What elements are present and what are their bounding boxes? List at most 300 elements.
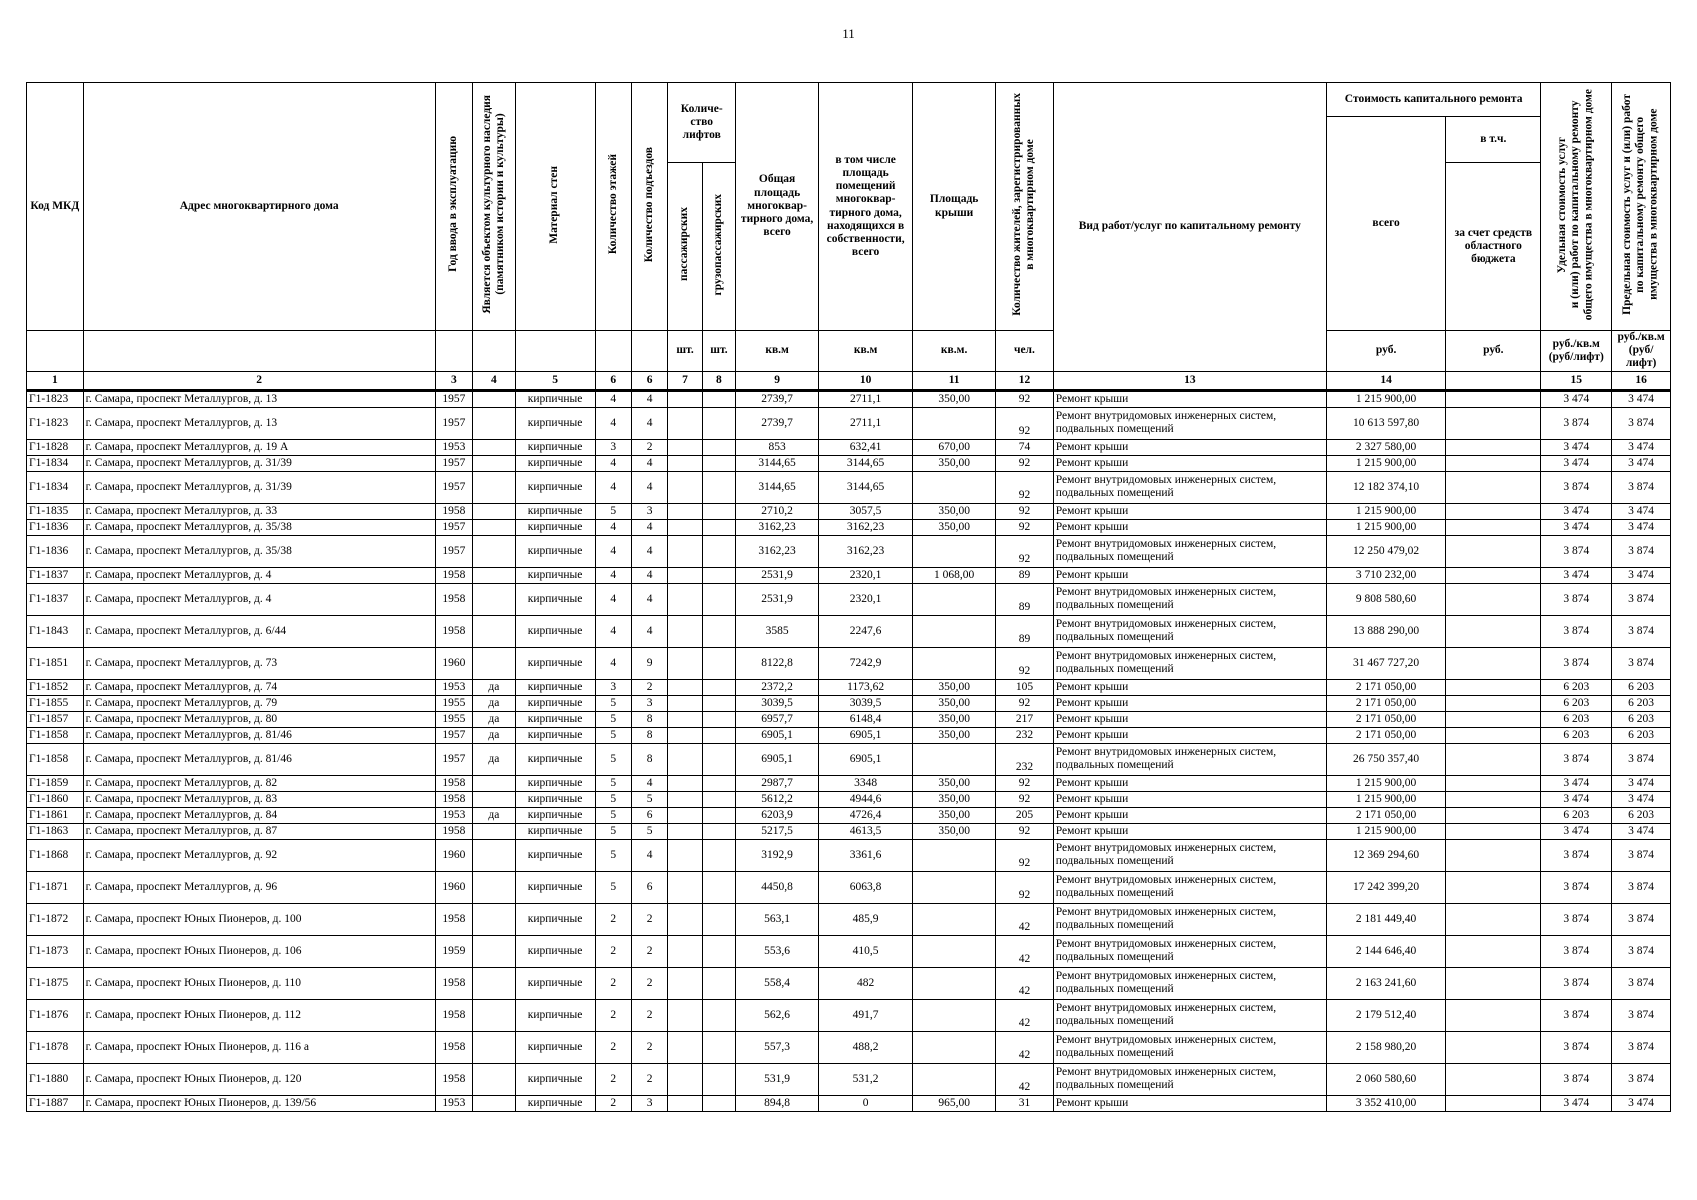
table-row — [27, 839, 1671, 871]
cell-lifts-passenger — [668, 647, 702, 679]
cell-address: г. Самара, проспект Юных Пионеров, д. 100 — [83, 903, 435, 935]
cell-total-area: 2739,7 — [736, 407, 819, 439]
cell-wall-material: кирпичные — [515, 390, 595, 407]
cell-max-cost: 3 874 — [1612, 903, 1671, 935]
cell-wall-material: кирпичные — [515, 935, 595, 967]
cell-lifts-cargo — [702, 615, 735, 647]
cell-cost-total: 1 215 900,00 — [1326, 775, 1445, 791]
cell-entrances: 2 — [631, 999, 667, 1031]
cell-max-cost: 3 874 — [1612, 583, 1671, 615]
cell-floors: 4 — [595, 390, 631, 407]
cell-roof-area — [913, 647, 996, 679]
cell-entrances: 2 — [631, 1063, 667, 1095]
cell-entrances: 4 — [631, 535, 667, 567]
cell-heritage — [473, 1095, 515, 1111]
unit-cost-regional: руб. — [1446, 331, 1541, 372]
cell-work-type: Ремонт крыши — [1053, 679, 1326, 695]
cell-residents: 42 — [996, 935, 1054, 967]
cell-lifts-cargo — [702, 775, 735, 791]
cell-unit-cost: 6 203 — [1541, 727, 1612, 743]
cell-cost-total: 2 327 580,00 — [1326, 439, 1445, 455]
cell-owned-area: 3162,23 — [819, 535, 913, 567]
cell-unit-cost: 3 874 — [1541, 967, 1612, 999]
cell-cost-regional — [1446, 695, 1541, 711]
cell-cost-total: 2 163 241,60 — [1326, 967, 1445, 999]
cell-cost-regional — [1446, 519, 1541, 535]
cell-address: г. Самара, проспект Металлургов, д. 92 — [83, 839, 435, 871]
cell-roof-area: 350,00 — [913, 455, 996, 471]
page-number: 11 — [842, 26, 855, 41]
unit-entrances — [631, 331, 667, 372]
column-number: 4 — [473, 371, 515, 390]
cell-roof-area: 350,00 — [913, 679, 996, 695]
cell-lifts-passenger — [668, 695, 702, 711]
cell-lifts-cargo — [702, 567, 735, 583]
cell-lifts-cargo — [702, 535, 735, 567]
cell-work-type: Ремонт внутридомовых инженерных систем, подвальных помещений — [1053, 615, 1326, 647]
cell-floors: 4 — [595, 647, 631, 679]
cell-residents: 92 — [996, 519, 1054, 535]
cell-work-type: Ремонт крыши — [1053, 455, 1326, 471]
cell-address: г. Самара, проспект Металлургов, д. 81/46 — [83, 743, 435, 775]
cell-residents: 42 — [996, 1031, 1054, 1063]
cell-owned-area: 410,5 — [819, 935, 913, 967]
cell-lifts-cargo — [702, 519, 735, 535]
cell-cost-regional — [1446, 839, 1541, 871]
cell-total-area: 563,1 — [736, 903, 819, 935]
table-row — [27, 1063, 1671, 1095]
cell-total-area: 853 — [736, 439, 819, 455]
cell-work-type: Ремонт внутридомовых инженерных систем, подвальных помещений — [1053, 471, 1326, 503]
cell-unit-cost: 6 203 — [1541, 679, 1612, 695]
cell-entrances: 8 — [631, 743, 667, 775]
cell-work-type: Ремонт внутридомовых инженерных систем, подвальных помещений — [1053, 903, 1326, 935]
cell-unit-cost: 3 474 — [1541, 567, 1612, 583]
cell-wall-material: кирпичные — [515, 999, 595, 1031]
cell-code: Г1-1837 — [27, 583, 84, 615]
cell-total-area: 557,3 — [736, 1031, 819, 1063]
unit-wall — [515, 331, 595, 372]
cell-cost-total: 1 215 900,00 — [1326, 503, 1445, 519]
cell-cost-total: 2 171 050,00 — [1326, 679, 1445, 695]
cell-wall-material: кирпичные — [515, 471, 595, 503]
cell-cost-regional — [1446, 647, 1541, 679]
cell-heritage — [473, 455, 515, 471]
cell-heritage — [473, 839, 515, 871]
cell-address: г. Самара, проспект Металлургов, д. 35/38 — [83, 535, 435, 567]
cell-residents: 232 — [996, 727, 1054, 743]
cell-total-area: 5612,2 — [736, 791, 819, 807]
cell-unit-cost: 3 474 — [1541, 823, 1612, 839]
table-row — [27, 535, 1671, 567]
cell-total-area: 6203,9 — [736, 807, 819, 823]
cell-wall-material: кирпичные — [515, 583, 595, 615]
cell-code: Г1-1852 — [27, 679, 84, 695]
cell-address: г. Самара, проспект Металлургов, д. 79 — [83, 695, 435, 711]
cell-floors: 4 — [595, 615, 631, 647]
cell-floors: 4 — [595, 407, 631, 439]
cell-work-type: Ремонт внутридомовых инженерных систем, подвальных помещений — [1053, 1063, 1326, 1095]
cell-work-type: Ремонт внутридомовых инженерных систем, подвальных помещений — [1053, 407, 1326, 439]
cell-work-type: Ремонт внутридомовых инженерных систем, подвальных помещений — [1053, 583, 1326, 615]
cell-lifts-cargo — [702, 743, 735, 775]
cell-year: 1957 — [435, 743, 472, 775]
header-lifts-cargo: грузопассажирских — [702, 163, 735, 331]
cell-entrances: 4 — [631, 471, 667, 503]
cell-roof-area — [913, 535, 996, 567]
cell-unit-cost: 3 874 — [1541, 407, 1612, 439]
cell-wall-material: кирпичные — [515, 871, 595, 903]
cell-lifts-cargo — [702, 871, 735, 903]
cell-year: 1958 — [435, 583, 472, 615]
cell-cost-total: 2 171 050,00 — [1326, 807, 1445, 823]
cell-year: 1958 — [435, 967, 472, 999]
header-unit-cost: Удельная стоимость услуг и (или) работ по капитальному ремонту общего имущества в многоквартирном доме — [1541, 83, 1612, 331]
cell-residents: 217 — [996, 711, 1054, 727]
cell-residents: 31 — [996, 1095, 1054, 1111]
cell-work-type: Ремонт внутридомовых инженерных систем, подвальных помещений — [1053, 743, 1326, 775]
cell-heritage: да — [473, 711, 515, 727]
cell-owned-area: 491,7 — [819, 999, 913, 1031]
column-number: 3 — [435, 371, 472, 390]
cell-unit-cost: 3 874 — [1541, 1031, 1612, 1063]
table-row — [27, 823, 1671, 839]
cell-floors: 5 — [595, 695, 631, 711]
cell-lifts-passenger — [668, 535, 702, 567]
cell-roof-area — [913, 615, 996, 647]
cell-cost-total: 1 215 900,00 — [1326, 823, 1445, 839]
cell-max-cost: 3 874 — [1612, 935, 1671, 967]
cell-cost-regional — [1446, 1095, 1541, 1111]
cell-entrances: 4 — [631, 839, 667, 871]
cell-address: г. Самара, проспект Металлургов, д. 13 — [83, 407, 435, 439]
cell-lifts-cargo — [702, 1063, 735, 1095]
cell-year: 1957 — [435, 471, 472, 503]
cell-residents: 89 — [996, 583, 1054, 615]
cell-lifts-cargo — [702, 727, 735, 743]
cell-lifts-passenger — [668, 727, 702, 743]
cell-year: 1960 — [435, 871, 472, 903]
cell-roof-area: 350,00 — [913, 807, 996, 823]
cell-owned-area: 2320,1 — [819, 583, 913, 615]
cell-roof-area: 350,00 — [913, 519, 996, 535]
cell-heritage — [473, 390, 515, 407]
cell-code: Г1-1859 — [27, 775, 84, 791]
cell-address: г. Самара, проспект Металлургов, д. 31/39 — [83, 455, 435, 471]
cell-cost-total: 3 710 232,00 — [1326, 567, 1445, 583]
cell-total-area: 8122,8 — [736, 647, 819, 679]
cell-total-area: 3585 — [736, 615, 819, 647]
table-body — [27, 390, 1671, 1111]
cell-unit-cost: 3 874 — [1541, 471, 1612, 503]
cell-owned-area: 2711,1 — [819, 407, 913, 439]
cell-heritage — [473, 503, 515, 519]
cell-floors: 2 — [595, 1031, 631, 1063]
cell-heritage — [473, 935, 515, 967]
cell-work-type: Ремонт крыши — [1053, 727, 1326, 743]
column-number: 6 — [595, 371, 631, 390]
cell-year: 1958 — [435, 503, 472, 519]
cell-cost-total: 12 250 479,02 — [1326, 535, 1445, 567]
cell-year: 1958 — [435, 1063, 472, 1095]
cell-year: 1958 — [435, 615, 472, 647]
cell-heritage — [473, 647, 515, 679]
cell-max-cost: 3 874 — [1612, 871, 1671, 903]
cell-max-cost: 6 203 — [1612, 727, 1671, 743]
cell-entrances: 4 — [631, 455, 667, 471]
cell-lifts-passenger — [668, 871, 702, 903]
header-wall-material: Материал стен — [515, 83, 595, 331]
cell-lifts-cargo — [702, 1031, 735, 1063]
unit-floors — [595, 331, 631, 372]
cell-cost-regional — [1446, 791, 1541, 807]
cell-roof-area — [913, 583, 996, 615]
cell-wall-material: кирпичные — [515, 1095, 595, 1111]
cell-address: г. Самара, проспект Юных Пионеров, д. 116 а — [83, 1031, 435, 1063]
cell-residents: 92 — [996, 503, 1054, 519]
cell-total-area: 553,6 — [736, 935, 819, 967]
cell-address: г. Самара, проспект Металлургов, д. 4 — [83, 567, 435, 583]
table-row — [27, 775, 1671, 791]
cell-wall-material: кирпичные — [515, 503, 595, 519]
cell-max-cost: 3 874 — [1612, 743, 1671, 775]
cell-unit-cost: 3 874 — [1541, 743, 1612, 775]
cell-owned-area: 6905,1 — [819, 743, 913, 775]
header-max-cost: Предельная стоимость услуг и (или) работ по капитальному ремонту общего имущества в многоквартирном доме — [1612, 83, 1671, 331]
cell-code: Г1-1868 — [27, 839, 84, 871]
cell-lifts-passenger — [668, 839, 702, 871]
cell-residents: 92 — [996, 535, 1054, 567]
unit-owned-area: кв.м — [819, 331, 913, 372]
cell-total-area: 6905,1 — [736, 727, 819, 743]
cell-unit-cost: 6 203 — [1541, 711, 1612, 727]
cell-unit-cost: 3 874 — [1541, 903, 1612, 935]
cell-heritage: да — [473, 807, 515, 823]
cell-entrances: 8 — [631, 727, 667, 743]
cell-lifts-passenger — [668, 407, 702, 439]
cell-max-cost: 6 203 — [1612, 695, 1671, 711]
column-number: 14 — [1326, 371, 1445, 390]
cell-year: 1957 — [435, 390, 472, 407]
column-number: 2 — [83, 371, 435, 390]
cell-entrances: 4 — [631, 519, 667, 535]
cell-lifts-cargo — [702, 407, 735, 439]
cell-owned-area: 482 — [819, 967, 913, 999]
cell-cost-total: 2 060 580,60 — [1326, 1063, 1445, 1095]
unit-lifts-passenger: шт. — [668, 331, 702, 372]
table-row — [27, 967, 1671, 999]
cell-wall-material: кирпичные — [515, 807, 595, 823]
cell-floors: 2 — [595, 1063, 631, 1095]
cell-roof-area — [913, 967, 996, 999]
cell-cost-regional — [1446, 1031, 1541, 1063]
cell-cost-total: 9 808 580,60 — [1326, 583, 1445, 615]
cell-owned-area: 3162,23 — [819, 519, 913, 535]
cell-floors: 4 — [595, 471, 631, 503]
cell-owned-area: 3361,6 — [819, 839, 913, 871]
header-cost-incl: в т.ч. — [1446, 117, 1541, 163]
cell-entrances: 3 — [631, 1095, 667, 1111]
cell-max-cost: 3 874 — [1612, 535, 1671, 567]
cell-address: г. Самара, проспект Металлургов, д. 84 — [83, 807, 435, 823]
cell-year: 1957 — [435, 535, 472, 567]
cell-wall-material: кирпичные — [515, 711, 595, 727]
cell-floors: 4 — [595, 535, 631, 567]
cell-total-area: 5217,5 — [736, 823, 819, 839]
cell-total-area: 3144,65 — [736, 455, 819, 471]
cell-code: Г1-1878 — [27, 1031, 84, 1063]
table-row — [27, 439, 1671, 455]
cell-max-cost: 3 474 — [1612, 503, 1671, 519]
cell-cost-total: 2 144 646,40 — [1326, 935, 1445, 967]
cell-code: Г1-1834 — [27, 455, 84, 471]
cell-residents: 92 — [996, 647, 1054, 679]
cell-roof-area — [913, 1031, 996, 1063]
cell-cost-regional — [1446, 999, 1541, 1031]
cell-residents: 92 — [996, 390, 1054, 407]
cell-unit-cost: 3 874 — [1541, 647, 1612, 679]
cell-wall-material: кирпичные — [515, 1031, 595, 1063]
cell-cost-regional — [1446, 1063, 1541, 1095]
cell-work-type: Ремонт крыши — [1053, 390, 1326, 407]
cell-unit-cost: 3 474 — [1541, 439, 1612, 455]
table-row — [27, 615, 1671, 647]
cell-residents: 92 — [996, 471, 1054, 503]
cell-work-type: Ремонт крыши — [1053, 439, 1326, 455]
header-total-area: Общая площадь многоквар-тирного дома, всего — [736, 83, 819, 331]
cell-heritage: да — [473, 743, 515, 775]
column-number: 11 — [913, 371, 996, 390]
cell-cost-regional — [1446, 935, 1541, 967]
header-lifts: Количе-ство лифтов — [668, 83, 736, 163]
column-number: 6 — [631, 371, 667, 390]
cell-max-cost: 3 874 — [1612, 1031, 1671, 1063]
cell-cost-total: 2 171 050,00 — [1326, 695, 1445, 711]
cell-owned-area: 7242,9 — [819, 647, 913, 679]
cell-code: Г1-1837 — [27, 567, 84, 583]
cell-unit-cost: 6 203 — [1541, 695, 1612, 711]
cell-roof-area: 350,00 — [913, 823, 996, 839]
cell-max-cost: 3 474 — [1612, 791, 1671, 807]
cell-cost-total: 2 179 512,40 — [1326, 999, 1445, 1031]
column-number: 12 — [996, 371, 1054, 390]
header-work-type: Вид работ/услуг по капитальному ремонту — [1053, 83, 1326, 372]
cell-cost-regional — [1446, 775, 1541, 791]
cell-code: Г1-1836 — [27, 519, 84, 535]
cell-floors: 4 — [595, 567, 631, 583]
cell-floors: 5 — [595, 823, 631, 839]
cell-entrances: 3 — [631, 503, 667, 519]
cell-wall-material: кирпичные — [515, 519, 595, 535]
cell-lifts-passenger — [668, 519, 702, 535]
cell-total-area: 2531,9 — [736, 567, 819, 583]
cell-work-type: Ремонт внутридомовых инженерных систем, подвальных помещений — [1053, 999, 1326, 1031]
cell-lifts-cargo — [702, 791, 735, 807]
cell-owned-area: 2247,6 — [819, 615, 913, 647]
cell-cost-regional — [1446, 679, 1541, 695]
cell-total-area: 2372,2 — [736, 679, 819, 695]
cell-roof-area: 350,00 — [913, 727, 996, 743]
cell-roof-area — [913, 407, 996, 439]
cell-residents: 89 — [996, 567, 1054, 583]
cell-work-type: Ремонт крыши — [1053, 775, 1326, 791]
cell-lifts-cargo — [702, 1095, 735, 1111]
header-entrances: Количество подъездов — [631, 83, 667, 331]
cell-lifts-cargo — [702, 695, 735, 711]
cell-address: г. Самара, проспект Металлургов, д. 81/46 — [83, 727, 435, 743]
table-row — [27, 999, 1671, 1031]
cell-lifts-cargo — [702, 647, 735, 679]
cell-total-area: 3039,5 — [736, 695, 819, 711]
cell-max-cost: 3 474 — [1612, 390, 1671, 407]
cell-lifts-passenger — [668, 807, 702, 823]
cell-code: Г1-1876 — [27, 999, 84, 1031]
cell-wall-material: кирпичные — [515, 535, 595, 567]
cell-owned-area: 632,41 — [819, 439, 913, 455]
cell-residents: 89 — [996, 615, 1054, 647]
cell-total-area: 6957,7 — [736, 711, 819, 727]
cell-lifts-cargo — [702, 999, 735, 1031]
cell-wall-material: кирпичные — [515, 455, 595, 471]
cell-floors: 5 — [595, 791, 631, 807]
table-row — [27, 390, 1671, 407]
cell-owned-area: 3348 — [819, 775, 913, 791]
cell-roof-area: 350,00 — [913, 775, 996, 791]
unit-cost-total: руб. — [1326, 331, 1445, 372]
cell-lifts-passenger — [668, 999, 702, 1031]
cell-floors: 4 — [595, 455, 631, 471]
cell-entrances: 2 — [631, 1031, 667, 1063]
cell-year: 1957 — [435, 519, 472, 535]
cell-floors: 2 — [595, 935, 631, 967]
cell-work-type: Ремонт крыши — [1053, 807, 1326, 823]
table-row — [27, 807, 1671, 823]
unit-total-area: кв.м — [736, 331, 819, 372]
table-row — [27, 727, 1671, 743]
cell-max-cost: 3 874 — [1612, 1063, 1671, 1095]
cell-entrances: 3 — [631, 695, 667, 711]
cell-address: г. Самара, проспект Металлургов, д. 83 — [83, 791, 435, 807]
cell-code: Г1-1858 — [27, 727, 84, 743]
unit-code — [27, 331, 84, 372]
cell-floors: 5 — [595, 839, 631, 871]
cell-year: 1955 — [435, 711, 472, 727]
cell-heritage — [473, 775, 515, 791]
capital-repair-table — [26, 82, 1671, 1112]
table-row — [27, 903, 1671, 935]
cell-wall-material: кирпичные — [515, 695, 595, 711]
cell-lifts-passenger — [668, 455, 702, 471]
cell-total-area: 2739,7 — [736, 390, 819, 407]
cell-wall-material: кирпичные — [515, 743, 595, 775]
cell-entrances: 5 — [631, 823, 667, 839]
cell-cost-total: 2 171 050,00 — [1326, 727, 1445, 743]
cell-cost-total: 10 613 597,80 — [1326, 407, 1445, 439]
cell-year: 1958 — [435, 567, 472, 583]
cell-lifts-cargo — [702, 903, 735, 935]
cell-roof-area — [913, 871, 996, 903]
column-number: 5 — [515, 371, 595, 390]
cell-lifts-cargo — [702, 807, 735, 823]
cell-total-area: 2987,7 — [736, 775, 819, 791]
cell-cost-total: 2 171 050,00 — [1326, 711, 1445, 727]
column-number: 1 — [27, 371, 84, 390]
cell-heritage — [473, 903, 515, 935]
cell-cost-total: 3 352 410,00 — [1326, 1095, 1445, 1111]
cell-year: 1953 — [435, 439, 472, 455]
cell-address: г. Самара, проспект Металлургов, д. 35/38 — [83, 519, 435, 535]
header-lifts-passenger: пассажирских — [668, 163, 702, 331]
